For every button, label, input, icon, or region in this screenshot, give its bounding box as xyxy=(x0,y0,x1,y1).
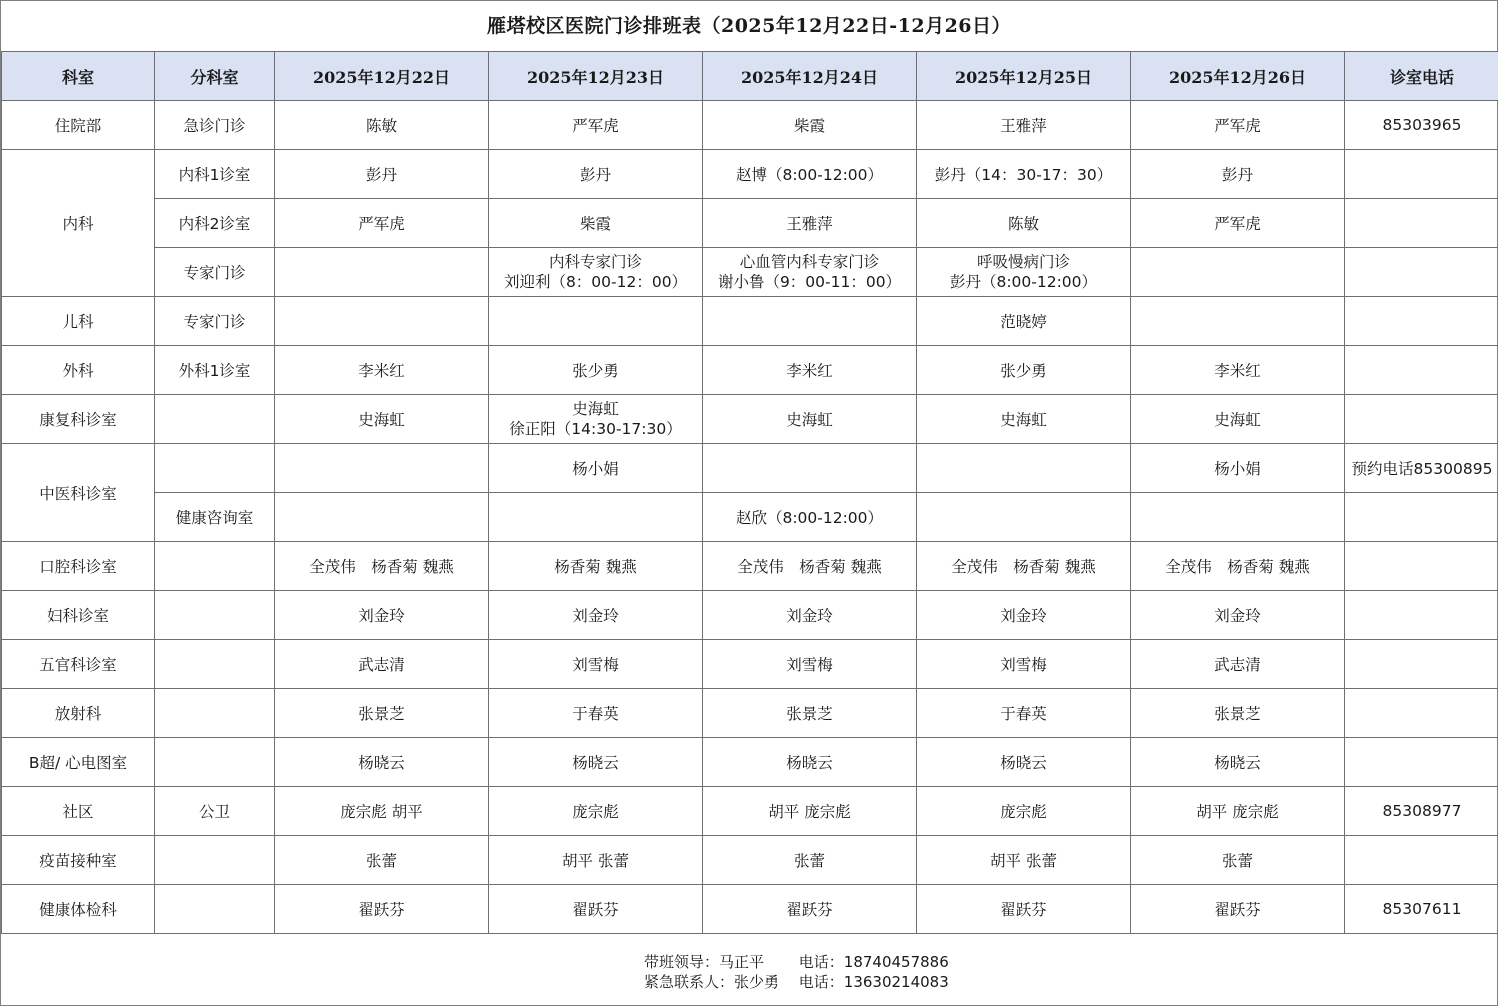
schedule-cell: 杨小娟 xyxy=(1131,444,1345,493)
schedule-cell xyxy=(275,248,489,297)
table-row xyxy=(2,738,1498,787)
subdept-cell xyxy=(155,689,275,738)
schedule-cell xyxy=(489,493,703,542)
dept-cell: 住院部 xyxy=(2,101,155,150)
schedule-cell: 彭丹（14：30-17：30） xyxy=(917,150,1131,199)
schedule-cell: 杨晓云 xyxy=(275,738,489,787)
clinic-name: 心血管内科专家门诊 xyxy=(739,253,880,271)
schedule-cell: 王雅萍 xyxy=(917,101,1131,150)
phone-cell xyxy=(1345,150,1498,199)
dept-cell: 内科 xyxy=(2,150,155,297)
schedule-cell: 于春英 xyxy=(917,689,1131,738)
phone-cell: 85307611 xyxy=(1345,885,1498,934)
schedule-cell: 彭丹 xyxy=(489,150,703,199)
schedule-cell: 严军虎 xyxy=(1131,101,1345,150)
schedule-cell: 杨香菊 魏燕 xyxy=(489,542,703,591)
schedule-cell: 刘金玲 xyxy=(703,591,917,640)
table-row xyxy=(2,542,1498,591)
schedule-cell: 李米红 xyxy=(703,346,917,395)
contact-footer xyxy=(1,947,1497,997)
subdept-cell: 专家门诊 xyxy=(155,248,275,297)
header-cell: 2025年12月22日 xyxy=(275,52,489,101)
schedule-cell xyxy=(703,444,917,493)
schedule-cell xyxy=(1131,248,1345,297)
phone-cell xyxy=(1345,346,1498,395)
phone-cell xyxy=(1345,591,1498,640)
schedule-cell: 张景芝 xyxy=(1131,689,1345,738)
schedule-cell: 李米红 xyxy=(1131,346,1345,395)
schedule-cell: 全茂伟 杨香菊 魏燕 xyxy=(917,542,1131,591)
schedule-cell xyxy=(917,248,1131,297)
schedule-cell xyxy=(275,444,489,493)
schedule-cell: 严军虎 xyxy=(489,101,703,150)
dept-cell: 疫苗接种室 xyxy=(2,836,155,885)
schedule-cell xyxy=(703,297,917,346)
schedule-cell: 刘金玲 xyxy=(1131,591,1345,640)
schedule-cell: 柴霞 xyxy=(703,101,917,150)
schedule-cell: 杨晓云 xyxy=(489,738,703,787)
header-cell: 分科室 xyxy=(155,52,275,101)
schedule-cell: 全茂伟 杨香菊 魏燕 xyxy=(275,542,489,591)
phone-cell xyxy=(1345,493,1498,542)
doctor-name: 谢小鲁（9：00-11：00） xyxy=(717,273,902,291)
page-title: 雁塔校区医院门诊排班表（2025年12月22日-12月26日） xyxy=(486,15,1012,37)
schedule-cell: 全茂伟 杨香菊 魏燕 xyxy=(703,542,917,591)
schedule-cell: 张少勇 xyxy=(489,346,703,395)
schedule-cell: 翟跃芬 xyxy=(703,885,917,934)
schedule-cell: 刘金玲 xyxy=(917,591,1131,640)
dept-cell: 外科 xyxy=(2,346,155,395)
phone-cell xyxy=(1345,542,1498,591)
subdept-cell xyxy=(155,395,275,444)
subdept-cell xyxy=(155,444,275,493)
table-row xyxy=(2,150,1498,199)
schedule-cell: 张景芝 xyxy=(275,689,489,738)
schedule-cell: 于春英 xyxy=(489,689,703,738)
table-row xyxy=(2,101,1498,150)
schedule-cell xyxy=(1131,297,1345,346)
subdept-cell xyxy=(155,542,275,591)
subdept-cell: 内科2诊室 xyxy=(155,199,275,248)
subdept-cell: 健康咨询室 xyxy=(155,493,275,542)
phone-cell xyxy=(1345,297,1498,346)
schedule-cell: 李米红 xyxy=(275,346,489,395)
schedule-cell: 史海虹 xyxy=(275,395,489,444)
phone-cell xyxy=(1345,395,1498,444)
clinic-name: 内科专家门诊 xyxy=(548,253,642,271)
dept-cell: 放射科 xyxy=(2,689,155,738)
subdept-cell: 内科1诊室 xyxy=(155,150,275,199)
subdept-cell xyxy=(155,640,275,689)
header-row xyxy=(2,52,1498,101)
dept-cell: 中医科诊室 xyxy=(2,444,155,542)
schedule-cell xyxy=(703,248,917,297)
schedule-cell xyxy=(489,395,703,444)
schedule-cell: 胡平 张蕾 xyxy=(489,836,703,885)
doctor-name: 彭丹（8:00-12:00） xyxy=(949,273,1098,291)
schedule-cell: 史海虹 xyxy=(1131,395,1345,444)
phone-cell xyxy=(1345,248,1498,297)
schedule-cell xyxy=(917,444,1131,493)
schedule-cell: 刘金玲 xyxy=(489,591,703,640)
table-row xyxy=(2,346,1498,395)
table-row xyxy=(2,493,1498,542)
schedule-cell: 胡平 庞宗彪 xyxy=(703,787,917,836)
doctor-name: 史海虹 xyxy=(572,400,619,418)
dept-cell: 妇科诊室 xyxy=(2,591,155,640)
schedule-cell: 严军虎 xyxy=(1131,199,1345,248)
phone-cell xyxy=(1345,738,1498,787)
subdept-cell: 公卫 xyxy=(155,787,275,836)
schedule-cell: 史海虹 xyxy=(917,395,1131,444)
schedule-cell xyxy=(489,248,703,297)
phone-cell xyxy=(1345,836,1498,885)
schedule-cell: 柴霞 xyxy=(489,199,703,248)
clinic-name: 呼吸慢病门诊 xyxy=(976,253,1070,271)
dept-cell: 口腔科诊室 xyxy=(2,542,155,591)
phone-cell: 85308977 xyxy=(1345,787,1498,836)
header-cell: 诊室电话 xyxy=(1345,52,1498,101)
schedule-cell xyxy=(489,297,703,346)
doctor-name: 徐正阳（14:30-17:30） xyxy=(509,420,682,438)
phone-cell xyxy=(1345,689,1498,738)
dept-cell: 社区 xyxy=(2,787,155,836)
schedule-cell: 杨晓云 xyxy=(917,738,1131,787)
schedule-cell: 胡平 张蕾 xyxy=(917,836,1131,885)
table-row xyxy=(2,836,1498,885)
phone-cell: 预约电话85300895 xyxy=(1345,444,1498,493)
header-cell: 2025年12月23日 xyxy=(489,52,703,101)
table-row xyxy=(2,885,1498,934)
table-row xyxy=(2,689,1498,738)
schedule-cell: 陈敏 xyxy=(275,101,489,150)
schedule-cell: 武志清 xyxy=(1131,640,1345,689)
dept-cell: 五官科诊室 xyxy=(2,640,155,689)
table-row xyxy=(2,199,1498,248)
subdept-cell: 急诊门诊 xyxy=(155,101,275,150)
schedule-cell xyxy=(917,493,1131,542)
phone-cell: 85303965 xyxy=(1345,101,1498,150)
schedule-cell: 杨晓云 xyxy=(1131,738,1345,787)
dept-cell: 健康体检科 xyxy=(2,885,155,934)
schedule-cell: 刘金玲 xyxy=(275,591,489,640)
header-cell: 科室 xyxy=(2,52,155,101)
schedule-cell: 刘雪梅 xyxy=(917,640,1131,689)
schedule-cell: 翟跃芬 xyxy=(275,885,489,934)
table-row xyxy=(2,395,1498,444)
dept-cell: 康复科诊室 xyxy=(2,395,155,444)
schedule-cell: 翟跃芬 xyxy=(1131,885,1345,934)
schedule-cell: 庞宗彪 胡平 xyxy=(275,787,489,836)
schedule-cell: 张景芝 xyxy=(703,689,917,738)
schedule-cell xyxy=(275,493,489,542)
schedule-cell: 庞宗彪 xyxy=(489,787,703,836)
subdept-cell xyxy=(155,738,275,787)
subdept-cell: 外科1诊室 xyxy=(155,346,275,395)
dept-cell: B超/ 心电图室 xyxy=(2,738,155,787)
schedule-cell: 张蕾 xyxy=(275,836,489,885)
table-row xyxy=(2,591,1498,640)
schedule-cell: 张蕾 xyxy=(703,836,917,885)
emergency-contact-line: 紧急联系人：张少勇 电话：13630214083 xyxy=(644,973,949,991)
subdept-cell xyxy=(155,591,275,640)
header-cell: 2025年12月24日 xyxy=(703,52,917,101)
schedule-cell: 王雅萍 xyxy=(703,199,917,248)
table-row xyxy=(2,297,1498,346)
schedule-cell xyxy=(275,297,489,346)
doctor-name: 刘迎利（8：00-12：00） xyxy=(503,273,688,291)
header-cell: 2025年12月26日 xyxy=(1131,52,1345,101)
schedule-cell: 张少勇 xyxy=(917,346,1131,395)
schedule-cell: 范晓婷 xyxy=(917,297,1131,346)
schedule-cell: 彭丹 xyxy=(275,150,489,199)
schedule-cell: 赵欣（8:00-12:00） xyxy=(703,493,917,542)
header-cell: 2025年12月25日 xyxy=(917,52,1131,101)
schedule-cell: 杨小娟 xyxy=(489,444,703,493)
schedule-cell: 武志清 xyxy=(275,640,489,689)
schedule-cell: 刘雪梅 xyxy=(703,640,917,689)
subdept-cell xyxy=(155,836,275,885)
table-row xyxy=(2,444,1498,493)
schedule-cell: 陈敏 xyxy=(917,199,1131,248)
table-row xyxy=(2,787,1498,836)
schedule-cell: 翟跃芬 xyxy=(489,885,703,934)
dept-cell: 儿科 xyxy=(2,297,155,346)
subdept-cell xyxy=(155,885,275,934)
table-row xyxy=(2,640,1498,689)
schedule-cell: 庞宗彪 xyxy=(917,787,1131,836)
schedule-cell: 赵博（8:00-12:00） xyxy=(703,150,917,199)
schedule-table xyxy=(1,51,1498,934)
schedule-cell: 刘雪梅 xyxy=(489,640,703,689)
schedule-cell: 张蕾 xyxy=(1131,836,1345,885)
schedule-cell xyxy=(1131,493,1345,542)
table-row xyxy=(2,248,1498,297)
schedule-cell: 胡平 庞宗彪 xyxy=(1131,787,1345,836)
phone-cell xyxy=(1345,640,1498,689)
duty-leader-line: 带班领导：马正平 电话：18740457886 xyxy=(644,953,949,971)
schedule-cell: 全茂伟 杨香菊 魏燕 xyxy=(1131,542,1345,591)
schedule-cell: 史海虹 xyxy=(703,395,917,444)
schedule-cell: 翟跃芬 xyxy=(917,885,1131,934)
schedule-cell: 彭丹 xyxy=(1131,150,1345,199)
schedule-cell: 杨晓云 xyxy=(703,738,917,787)
schedule-cell: 严军虎 xyxy=(275,199,489,248)
subdept-cell: 专家门诊 xyxy=(155,297,275,346)
phone-cell xyxy=(1345,199,1498,248)
